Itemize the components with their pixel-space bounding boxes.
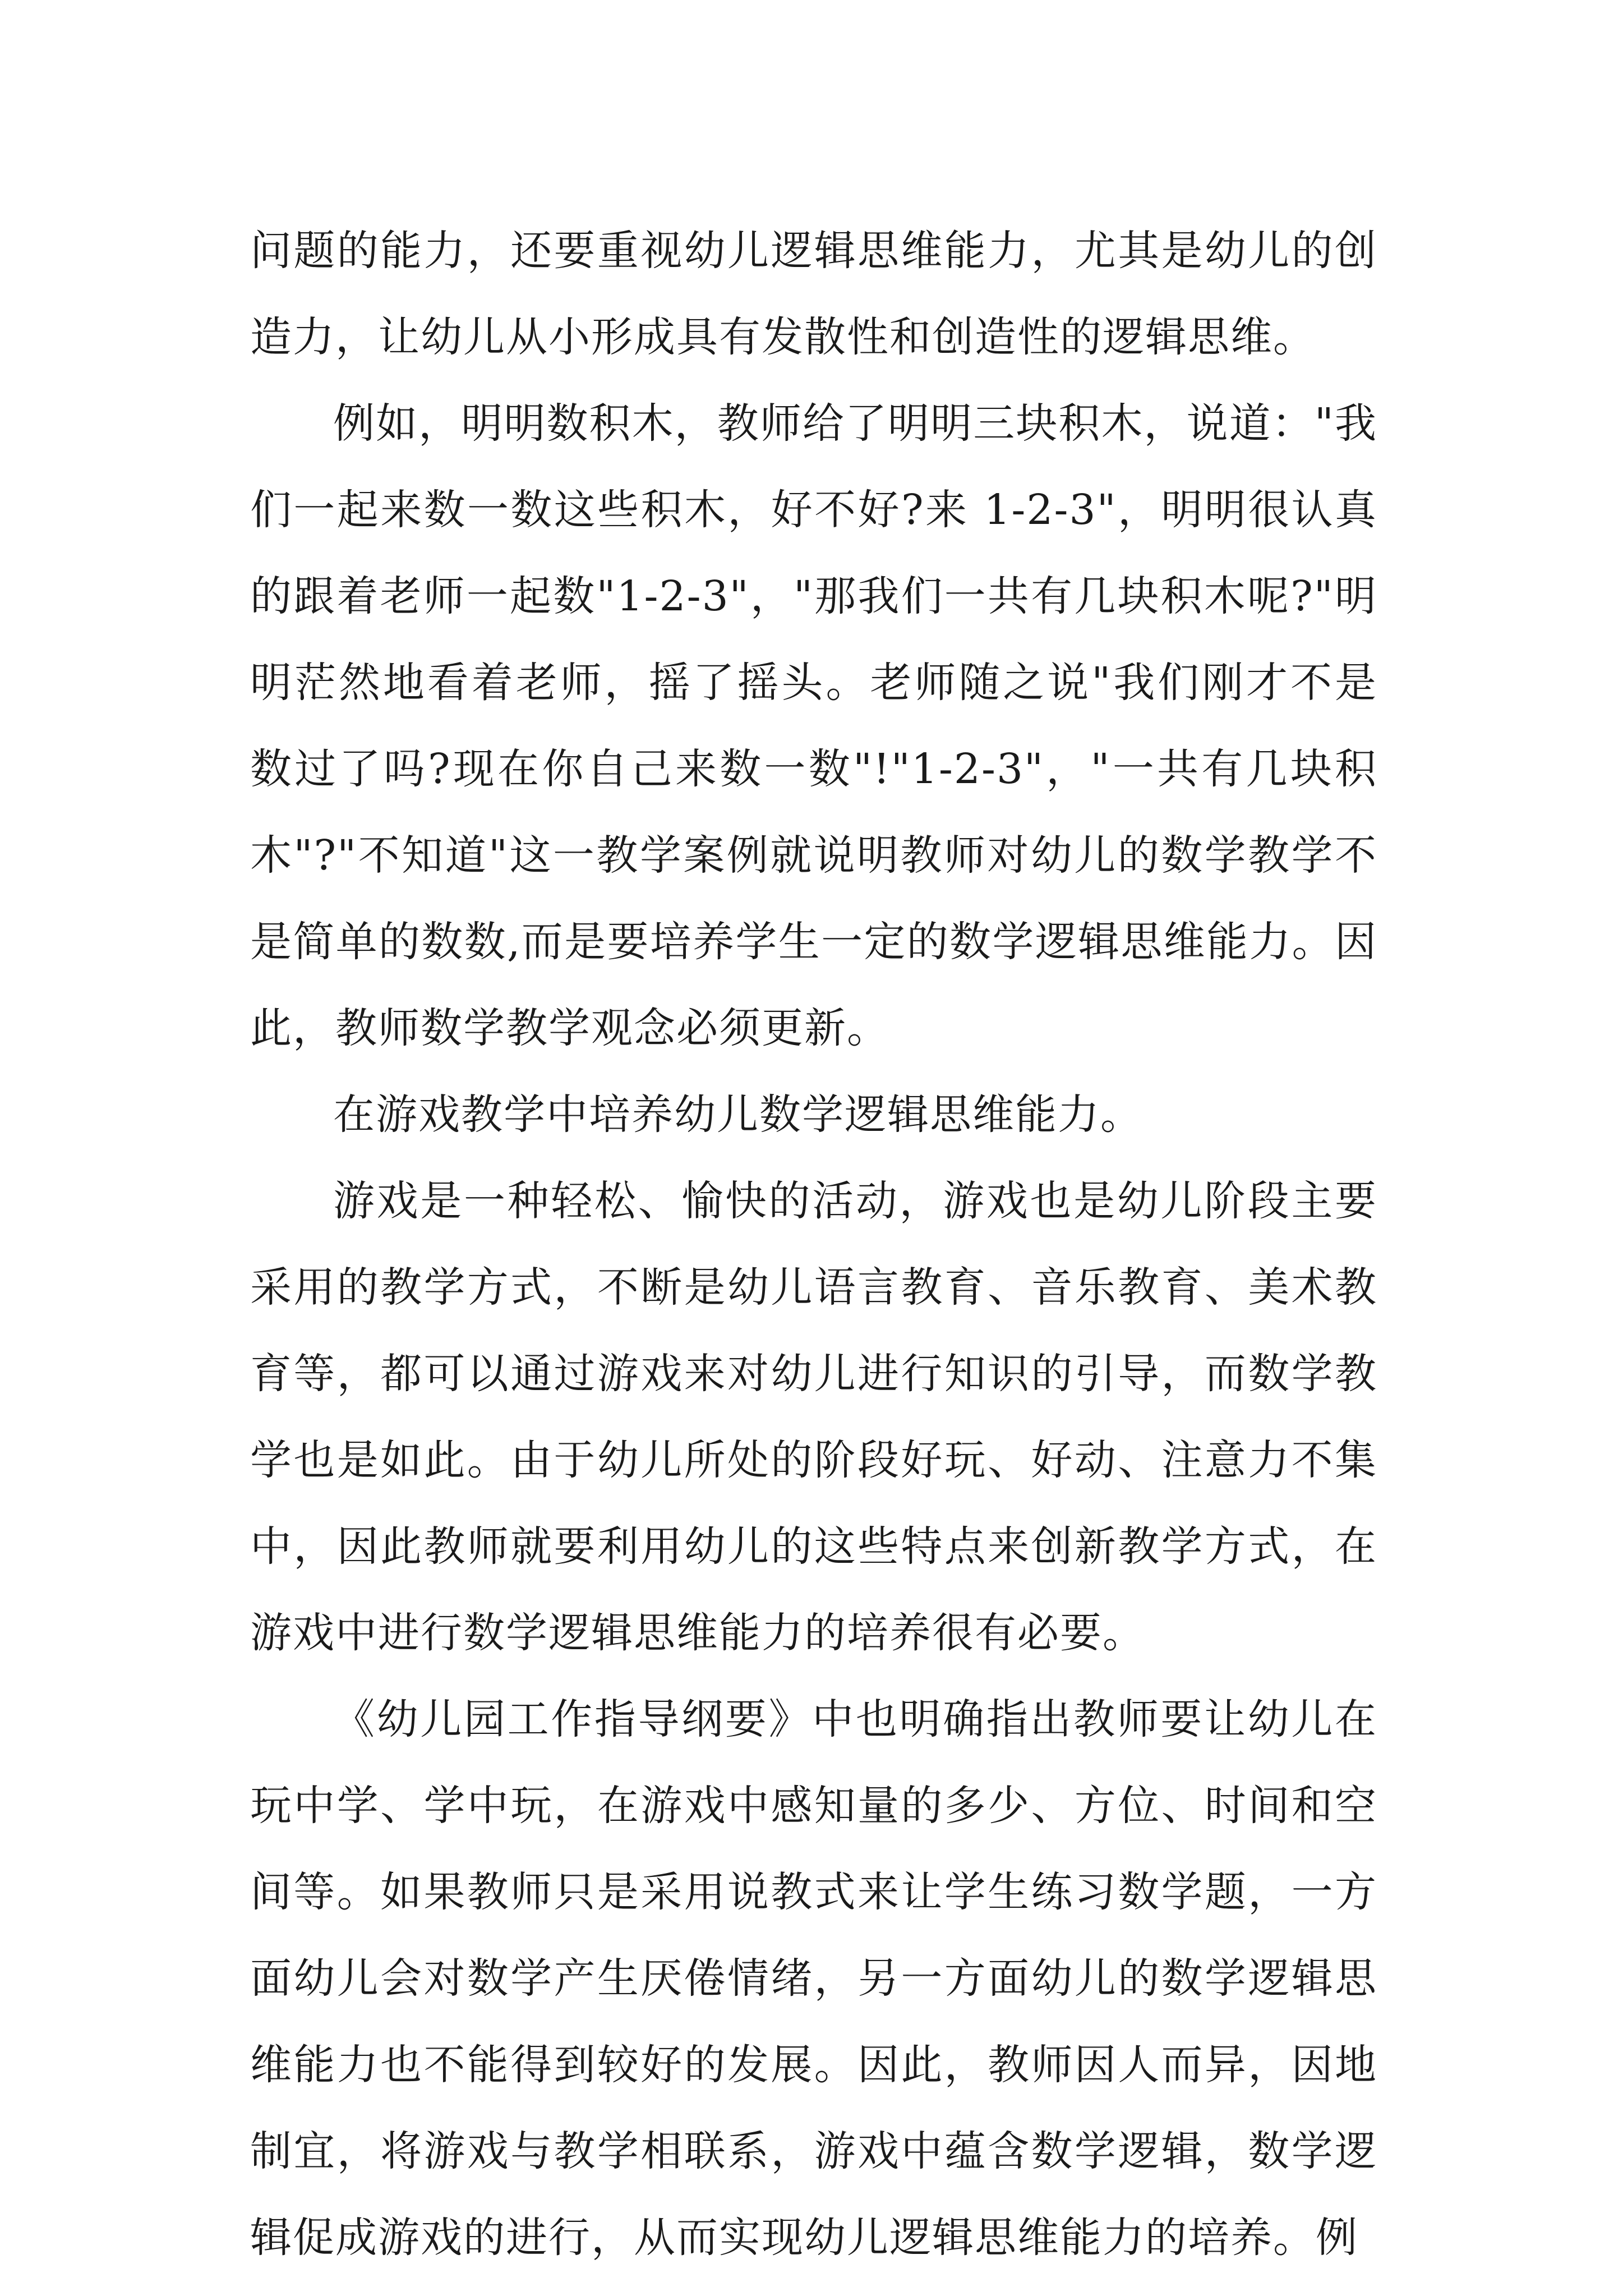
document-body — [250, 208, 1377, 2281]
paragraph-game: 游戏是一种轻松、愉快的活动，游戏也是幼儿阶段主要采用的教学方式，不断是幼儿语言教育、音乐教育、美术教育等，都可以通过游戏来对幼儿进行知识的引导，而数学教学也是如此。由于幼儿所处的阶段好玩、好动、注意力不集中，因此教师就要利用幼儿的这些特点来创新教学方式，在游戏中进行数学逻辑思维能力的培养很有必要。 — [250, 1177, 1377, 1657]
paragraph-continued: 问题的能力，还要重视幼儿逻辑思维能力，尤其是幼儿的创造力，让幼儿从小形成具有发散性和创造性的逻辑思维。 — [250, 227, 1377, 361]
paragraph-heading: 在游戏教学中培养幼儿数学逻辑思维能力。 — [333, 1091, 1143, 1139]
paragraph-example: 例如，明明数积木，教师给了明明三块积木，说道："我们一起来数一数这些积木，好不好?来 1-2-3"，明明很认真的跟着老师一起数"1-2-3"，"那我们一共有几块积木呢?"明明茫然地看着老师，摇了摇头。老师随之说"我们刚才不是数过了吗?现在你自己来数一数"!"1-2-3"，"一共有几块积木"?"不知道"这一教学案例就说明教师对幼儿的数学教学不是简单的数数,而是要培养学生一定的数学逻辑思维能力。因此，教师数学教学观念必须更新。 — [250, 399, 1377, 1052]
paragraph-guideline: 《幼儿园工作指导纲要》中也明确指出教师要让幼儿在玩中学、学中玩，在游戏中感知量的多少、方位、时间和空间等。如果教师只是采用说教式来让学生练习数学题，一方面幼儿会对数学产生厌倦情绪，另一方面幼儿的数学逻辑思维能力也不能得到较好的发展。因此，教师因人而异，因地制宜，将游戏与教学相联系，游戏中蕴含数学逻辑，数学逻辑促成游戏的进行，从而实现幼儿逻辑思维能力的培养。例 — [250, 1695, 1377, 2262]
